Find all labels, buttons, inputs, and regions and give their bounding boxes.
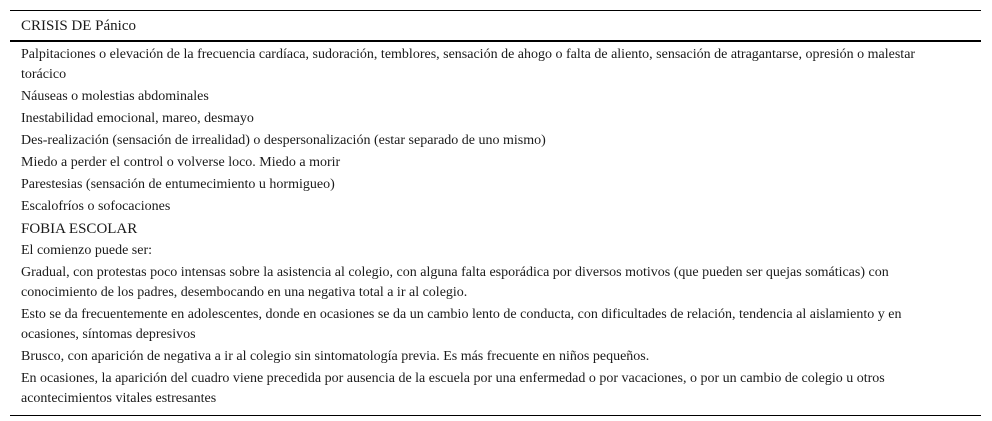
table-row: Inestabilidad emocional, mareo, desmayo <box>21 111 254 126</box>
symptom-table <box>10 10 981 416</box>
table-row: Escalofríos o sofocaciones <box>21 199 171 214</box>
table-row: Gradual, con protestas poco intensas sobre la asistencia al colegio, con alguna falta esporádica por diversos motivos (que pueden ser quejas somáticas) con conocimiento de los padres, desembocando en una negativa total a ir al colegio. <box>21 265 889 300</box>
table-header: CRISIS DE Pánico <box>10 11 981 42</box>
table-row: Brusco, con aparición de negativa a ir al colegio sin sintomatología previa. Es más frecuente en niños pequeños. <box>21 349 650 364</box>
table-row: En ocasiones, la aparición del cuadro viene precedida por ausencia de la escuela por una enfermedad o por vacaciones, o por un cambio de colegio u otros acontecimientos vitales estresantes <box>21 371 885 406</box>
table-body <box>10 42 981 416</box>
table-row: El comienzo puede ser: <box>21 243 153 258</box>
table-row: Palpitaciones o elevación de la frecuencia cardíaca, sudoración, temblores, sensación de ahogo o falta de aliento, sensación de atragantarse, opresión o malestar torácico <box>21 47 916 82</box>
table-row: Esto se da frecuentemente en adolescentes, donde en ocasiones se da un cambio lento de conducta, con dificultades de relación, tendencia al aislamiento y en ocasiones, síntomas depresivos <box>21 307 902 342</box>
table-row: Des-realización (sensación de irrealidad) o despersonalización (estar separado de uno mismo) <box>21 133 546 148</box>
table-row: Náuseas o molestias abdominales <box>21 89 209 104</box>
section-heading: FOBIA ESCOLAR <box>21 221 138 237</box>
table-row: Miedo a perder el control o volverse loco. Miedo a morir <box>21 155 341 170</box>
table-row: Parestesias (sensación de entumecimiento u hormigueo) <box>21 177 335 192</box>
